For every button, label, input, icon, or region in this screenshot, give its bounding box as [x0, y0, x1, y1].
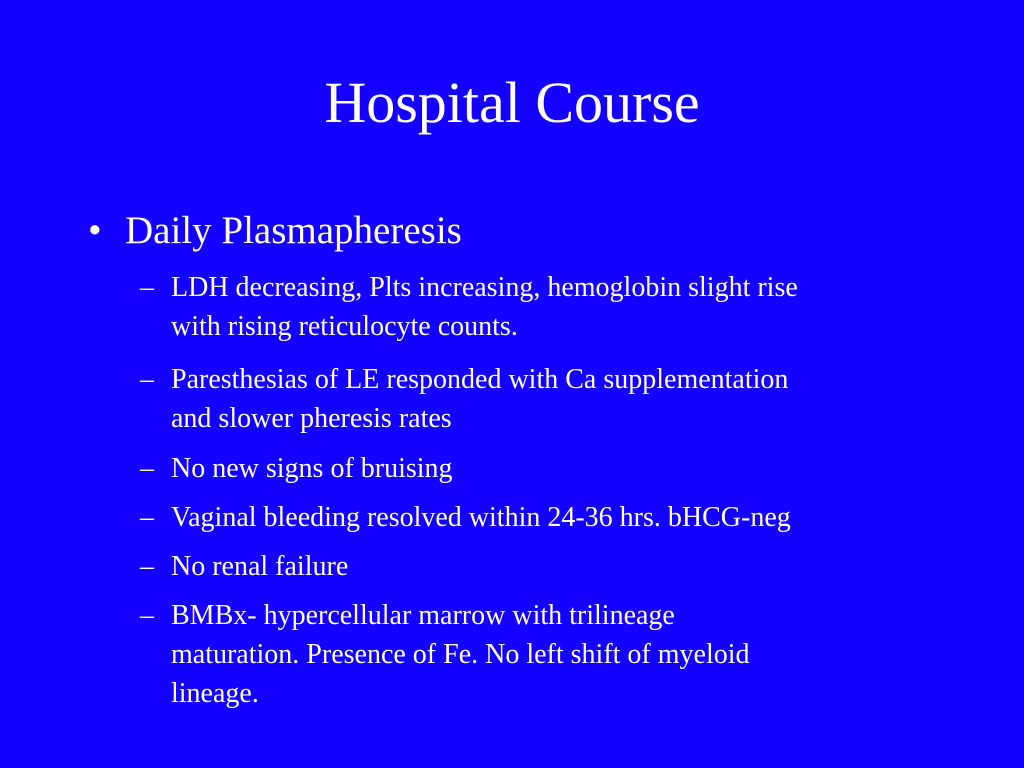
sub-item-text	[171, 547, 951, 586]
bullet-marker: •	[88, 209, 102, 252]
sub-item-line: with rising reticulocyte counts.	[171, 311, 518, 342]
sub-item-text	[171, 360, 951, 438]
sub-item-marker: –	[140, 600, 154, 631]
sub-item-marker: –	[140, 551, 154, 582]
sub-item-marker: –	[140, 272, 154, 303]
sub-item-line: Paresthesias of LE responded with Ca supplementation	[171, 364, 789, 395]
sub-item-marker: –	[140, 364, 154, 395]
sub-item-line: BMBx- hypercellular marrow with trilineage	[171, 600, 675, 631]
sub-item-line: Vaginal bleeding resolved within 24-36 hrs. bHCG-neg	[171, 502, 791, 533]
sub-item-line: lineage.	[171, 678, 259, 709]
sub-item-marker: –	[140, 502, 154, 533]
sub-item-text	[171, 498, 951, 537]
sub-item-line: and slower pheresis rates	[171, 403, 452, 434]
sub-item-line: No new signs of bruising	[171, 453, 453, 484]
sub-item-text	[171, 449, 951, 488]
bullet-text: Daily Plasmapheresis	[125, 209, 462, 252]
sub-item-text	[171, 596, 951, 713]
slide-title: Hospital Course	[324, 70, 700, 135]
sub-item-marker: –	[140, 453, 154, 484]
sub-item-line: No renal failure	[171, 551, 349, 582]
sub-item-line: maturation. Presence of Fe. No left shift of myeloid	[171, 639, 750, 670]
sub-item-line: LDH decreasing, Plts increasing, hemoglobin slight rise	[171, 272, 798, 303]
sub-item-text	[171, 268, 951, 346]
